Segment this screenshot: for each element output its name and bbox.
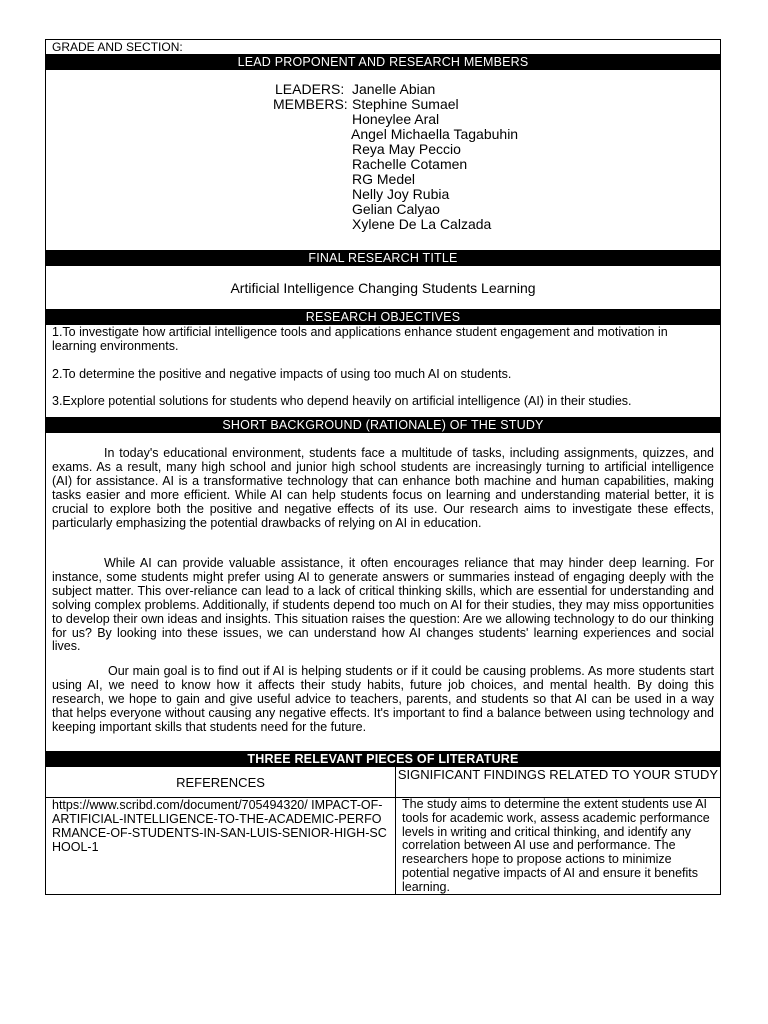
member-name: Honeylee Aral <box>352 111 440 127</box>
objective-item: 2.To determine the positive and negative impacts of using too much AI on students. <box>52 367 512 381</box>
member-name: Angel Michaella Tagabuhin <box>351 126 519 142</box>
final-title-header: FINAL RESEARCH TITLE <box>45 250 721 265</box>
finding-cell: The study aims to determine the extent students use AI tools for academic work, assess academic performance levels in writing and critical thinking, and identify any correlation between AI use and performance. The researchers hope to propose actions to minimize potential negative impacts of AI and ensure it benefits learning. <box>402 797 710 894</box>
objective-item: 3.Explore potential solutions for students who depend heavily on artificial intelligence (AI) in their studies. <box>52 394 632 408</box>
background-paragraph: Our main goal is to find out if AI is helping students or if it could be causing problems. As more students start using AI, we need to know how it affects their study habits, future job choices, and mental health. By doing this research, we hope to gain and give useful advice to teachers, parents, and students so that AI can be used in a way that helps everyone without causing any negative effects. It's important to find a balance between using technology and keeping important skills that students need for the future. <box>52 664 714 734</box>
literature-header: THREE RELEVANT PIECES OF LITERATURE <box>45 751 721 766</box>
member-name: Gelian Calyao <box>352 201 440 217</box>
member-name: Xylene De La Calzada <box>352 216 492 232</box>
literature-table-header <box>45 766 721 797</box>
members-label: MEMBERS: <box>273 96 348 112</box>
member-name: Nelly Joy Rubia <box>352 186 450 202</box>
member-name: Rachelle Cotamen <box>352 156 468 172</box>
research-title: Artificial Intelligence Changing Students Learning <box>45 265 721 309</box>
objectives-header: RESEARCH OBJECTIVES <box>45 309 721 324</box>
background-header: SHORT BACKGROUND (RATIONALE) OF THE STUDY <box>45 417 721 432</box>
research-form <box>45 39 721 895</box>
member-name: Reya May Peccio <box>352 141 461 157</box>
member-name: RG Medel <box>352 171 416 187</box>
member-name: Stephine Sumael <box>352 96 459 112</box>
background-paragraph: While AI can provide valuable assistance, it often encourages reliance that may hinder deep learning. For instance, some students might prefer using AI to generate answers or summaries instead of engaging deeply with the subject matter. This over-reliance can lead to a lack of critical thinking skills, which are essential for understanding and solving complex problems. Additionally, if students depend too much on AI for their studies, they may miss opportunities to develop their own ideas and insights. This situation raises the question: Are we allowing technology to do our thinking for us? By looking into these issues, we can understand how AI changes students' learning experiences and social lives. <box>52 556 714 654</box>
objectives-list <box>45 324 721 417</box>
leader-name: Janelle Abian <box>352 81 436 97</box>
grade-section-label: GRADE AND SECTION: <box>45 39 721 54</box>
team-list <box>45 69 721 250</box>
table-row <box>45 797 721 895</box>
leaders-label: LEADERS: <box>275 81 345 97</box>
references-column-header: REFERENCES <box>46 767 396 797</box>
findings-column-header: SIGNIFICANT FINDINGS RELATED TO YOUR STUDY <box>397 767 719 782</box>
proponents-header: LEAD PROPONENT AND RESEARCH MEMBERS <box>45 54 721 69</box>
reference-cell: https://www.scribd.com/document/705494320/ IMPACT-OF-ARTIFICIAL-INTELLIGENCE-TO-THE-ACADEMIC-PERFORMANCE-OF-STUDENTS-IN-SAN-LUIS-SENIOR-HIGH-SCHOOL-1 <box>46 798 396 894</box>
objective-item: 1.To investigate how artificial intelligence tools and applications enhance student engagement and motivation in learning environments. <box>52 325 668 353</box>
background-section <box>45 432 721 751</box>
background-paragraph: In today's educational environment, students face a multitude of tasks, including assignments, quizzes, and exams. As a result, many high school and junior high school students are increasingly turning to artificial intelligence (AI) for assistance. AI is a transformative technology that can enhance both machine and human capabilities, making tasks easier and more efficient. While AI can help students focus on learning and understanding material better, it is crucial to explore both the positive and negative effects of its use. Our research aims to investigate these effects, particularly emphasizing the potential drawbacks of relying on AI in education. <box>52 446 714 530</box>
